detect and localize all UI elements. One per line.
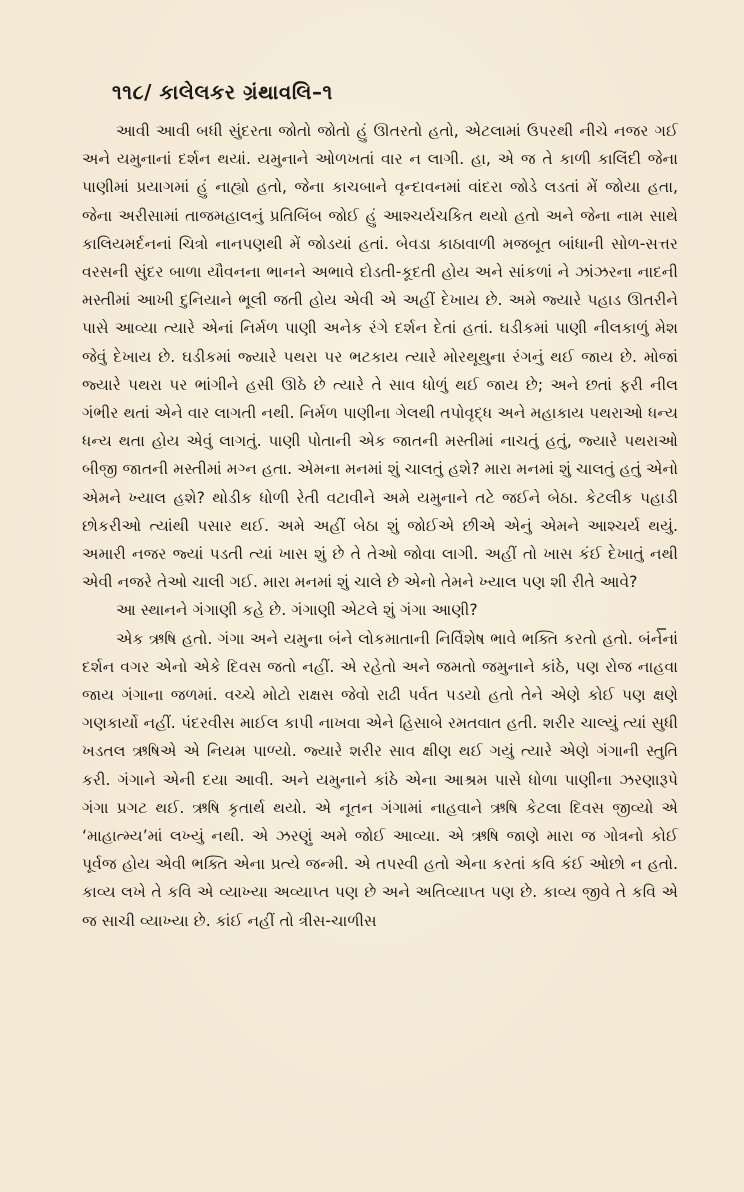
page-header: ૧૧૮/ કાલેલકર ગ્રંથાવલિ–૧ <box>112 80 333 104</box>
paragraph-1: આવી આવી બધી સુંદરતા જોતો જોતો હું ઊતરતો હતો, એટલામાં ઉપરથી નીચે નજર ગઈ અને યમુનાનાં દર્શન થયાં. યમુનાને ઓળખતાં વાર ન લાગી. હા, એ જ તે કાળી કાલિંદી જેના પાણીમાં પ્રયાગમાં હું નાહ્યો હતો, જેના કાચબાને વૃન્દાવનમાં વાંદરા જોડે લડતાં મેં જોયા હતા, જેના અરીસામાં તાજમહાલનું પ્રતિબિંબ જોઈ હું આશ્ચર્યચકિત થયો હતો અને જેના નામ સાથે કાલિયમર્દનનાં ચિત્રો નાનપણથી મેં જોડયાં હતાં. બેવડા કાઠાવાળી મજબૂત બાંધાની સોળ-સત્તર વરસની સુંદર બાળા યૌવનના ભાનને અભાવે દોડતી-કૂદતી હોય અને સાંકળાં ને ઝાંઝરના નાદની મસ્તીમાં આખી દુનિયાને ભૂલી જતી હોય એવી એ અહીં દેખાય છે. અમે જ્યારે પહાડ ઊતરીને પાસે આવ્યા ત્યારે એનાં નિર્મળ પાણી અનેક રંગે દર્શન દેતાં હતાં. ઘડીકમાં પાણી નીલકાળું મેશ જેવું દેખાય છે. ઘડીકમાં જ્યારે પથરા પર ભટકાય ત્યારે મોરથૂથુના રંગનું થઈ જાય છે. મોજાં જ્યારે પથરા પર ભાંગીને હસી ઊઠે છે ત્યારે તે સાવ ધોળું થઈ જાય છે; અને છતાં ફરી નીલ ગંભીર થતાં એને વાર લાગતી નથી. નિર્મળ પાણીના ગેલથી તપોવૃદ્ધ અને મહાકાય પથરાઓ ધન્ય ધન્ય થતા હોય એવું લાગતું. પાણી પોતાની એક જાતની મસ્તીમાં નાચતું હતું, જ્યારે પથરાઓ બીજી જાતની મસ્તીમાં મગ્ન હતા. એમના મનમાં શું ચાલતું હશે? મારા મનમાં શું ચાલતું હતું એનો એમને ખ્યાલ હશે? થોડીક ધોળી રેતી વટાવીને અમે યમુનાને તટે જઈને બેઠા. કેટલીક પહાડી છોકરીઓ ત્યાંથી પસાર થઈ. અમે અહીં બેઠા શું જોઈએ છીએ એનું એમને આશ્ચર્ય થયું. અમારી નજર જ્યાં પડતી ત્યાં ખાસ શું છે તે તેઓ જોવા લાગી. અહીં તો ખાસ કંઈ દેખાતું નથી એવી નજરે તેઓ ચાલી ગઈ. મારા મનમાં શું ચાલે છે એનો તેમને ખ્યાલ પણ શી રીતે આવે? <box>82 122 678 592</box>
paragraph-3: એક ઋષિ હતો. ગંગા અને યમુના બંને લોકમાતાની નિર્વિશેષ ભાવે ભક્તિ કરતો હતો. બંનેનાં દર્શન વગર એનો એકે દિવસ જતો નહીં. એ રહેતો અને જમતો જમુનાને કાંઠે, પણ રોજ નાહવા જાય ગંગાના જળમાં. વચ્ચે મોટો રાક્ષસ જેવો રાઢી પર્વત પડયો હતો તેને એણે કોઈ પણ ક્ષણે ગણકાર્યો નહીં. પંદરવીસ માઈલ કાપી નાખવા એને હિસાબે રમતવાત હતી. શરીર ચાલ્યું ત્યાં સુધી ખડતલ ઋષિએ એ નિયમ પાળ્યો. જ્યારે શરીર સાવ ક્ષીણ થઈ ગયું ત્યારે એણે ગંગાની સ્તુતિ કરી. ગંગાને એની દયા આવી. અને યમુનાને કાંઠે એના આશ્રમ પાસે ધોળા પાણીના ઝરણારૂપે ગંગા પ્રગટ થઈ. ઋષિ કૃતાર્થ થયો. એ નૂતન ગંગામાં નાહવાને ઋષિ કેટલા દિવસ જીવ્યો એ ‘માહાત્મ્ય’માં લખ્યું નથી. એ ઝરણું અમે જોઈ આવ્યા. એ ઋષિ જાણે મારા જ ગોત્રનો કોઈ પૂર્વજ હોય એવી ભક્તિ એના પ્રત્યે જન્મી. એ તપસ્વી હતો એના કરતાં કવિ કંઈ ઓછો ન હતો. કાવ્ય લખે તે કવિ એ વ્યાખ્યા અવ્યાપ્ત પણ છે અને અતિવ્યાપ્ત પણ છે. કાવ્ય જીવે તે કવિ એ જ સાચી વ્યાખ્યા છે. કાંઈ નહીં તો ત્રીસ-ચાળીસ <box>82 629 678 930</box>
margin-mark <box>657 628 666 630</box>
paragraph-2: આ સ્થાનને ગંગાણી કહે છે. ગંગાણી એટલે શું ગંગા આણી? <box>116 601 478 620</box>
body-text <box>82 117 678 935</box>
